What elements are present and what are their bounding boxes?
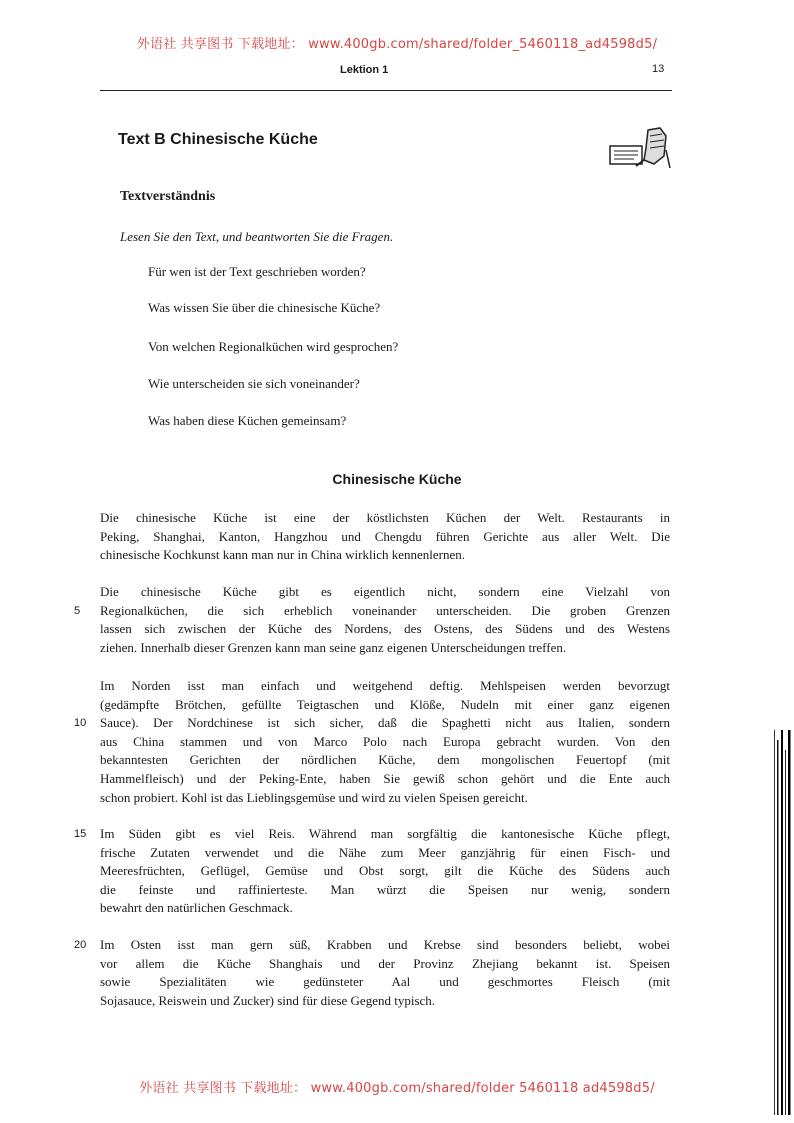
line-number: 10 (74, 717, 87, 730)
text-line (100, 992, 670, 1011)
line-number: 20 (74, 939, 87, 951)
text-line (100, 733, 670, 752)
paragraph (74, 677, 670, 807)
line-text: Im Süden gibt es viel Reis. Während man sorgfältig die kantonesische Küche pflegt, (100, 826, 670, 841)
text-line (74, 936, 670, 955)
line-text: bewahrt den natürlichen Geschmack. (100, 900, 293, 916)
header-rule (100, 90, 672, 91)
reading-title: Chinesische Küche (332, 471, 462, 487)
text-title: Text B Chinesische Küche (118, 131, 318, 148)
watermark-bottom: 外语社 共享图书 下载地址： www.400gb.com/shared/folder 5460118 ad4598d5/ (139, 1081, 655, 1096)
text-line (74, 825, 670, 844)
line-text: schon probiert. Kohl ist das Lieblingsgemüse und wird zu vielen Speisen gereicht. (100, 789, 528, 805)
paragraph (100, 509, 670, 565)
text-line (100, 844, 670, 863)
section-heading: Textverständnis (120, 189, 216, 204)
text-line (100, 677, 670, 696)
text-line (100, 696, 670, 715)
writing-hand-icon (604, 126, 674, 170)
line-text: Die chinesische Küche gibt es eigentlich nicht, sondern eine Vielzahl von (100, 584, 670, 599)
question: Von welchen Regionalküchen wird gesprochen? (148, 339, 399, 354)
running-head: Lektion 1 (340, 64, 389, 76)
line-text: Im Norden isst man einfach und weitgehend deftig. Mehlspeisen werden bevorzugt (100, 678, 670, 693)
text-line (100, 973, 670, 992)
line-text: ziehen. Innerhalb dieser Grenzen kann man seine ganz eigenen Unterscheidungen treffen. (100, 639, 567, 655)
text-line (100, 509, 670, 528)
text-line (100, 528, 670, 547)
paragraph (74, 583, 670, 657)
text-line (100, 862, 670, 881)
text-line (74, 602, 670, 621)
page-number: 13 (652, 63, 665, 75)
line-text: Regionalküchen, die sich erheblich voneinander unterscheiden. Die groben Grenzen (100, 602, 670, 618)
text-line (100, 770, 670, 789)
text-line (74, 714, 670, 733)
line-text: aus China stammen und von Marco Polo nach Europa gebracht wurden. Von den (100, 733, 670, 749)
question: Wie unterscheiden sie sich voneinander? (148, 376, 360, 391)
text-line (100, 881, 670, 900)
line-text: sowie Spezialitäten wie gedünsteter Aal und geschmortes Fleisch (mit (100, 974, 670, 990)
line-text: Peking, Shanghai, Kanton, Hangzhou und Chengdu führen Gerichte aus aller Welt. Die (100, 528, 670, 544)
line-text: chinesische Kochkunst kann man nur in China wirklich kennenlernen. (100, 547, 465, 563)
line-text: bekanntesten Gerichten der nördlichen Küche, dem mongolischen Feuertopf (mit (100, 752, 670, 768)
line-text: (gedämpfte Brötchen, gefüllte Teigtaschen und Klöße, Nudeln mit einer ganz eigenen (100, 696, 670, 712)
instruction: Lesen Sie den Text, und beantworten Sie die Fragen. (120, 229, 394, 244)
paragraph (74, 936, 670, 1010)
question: Was haben diese Küchen gemeinsam? (148, 413, 347, 428)
paragraph (74, 825, 670, 918)
question: Was wissen Sie über die chinesische Küche? (148, 300, 381, 315)
line-text: Meeresfrüchten, Geflügel, Gemüse und Obst sorgt, gilt die Küche des Südens auch (100, 863, 670, 879)
line-text: vor allem die Küche Shanghais und der Provinz Zhejiang bekannt ist. Speisen (100, 955, 670, 971)
line-text: Sauce). Der Nordchinese ist sich sicher, daß die Spaghetti nicht aus Italien, sondern (100, 715, 670, 731)
watermark-top: 外语社 共享图书 下载地址： www.400gb.com/shared/folder_5460118_ad4598d5/ (136, 37, 658, 52)
line-text: die feinste und raffinierteste. Man würzt die Speisen nur wenig, sondern (100, 881, 670, 897)
text-line (100, 639, 670, 658)
line-number: 5 (74, 604, 81, 617)
text-line (100, 620, 670, 639)
text-line (100, 583, 670, 602)
scan-edge-artifact (772, 730, 792, 1115)
line-text: Im Osten isst man gern süß, Krabben und Krebse sind besonders beliebt, wobei (100, 937, 670, 952)
question: Für wen ist der Text geschrieben worden? (148, 264, 366, 279)
text-line (100, 899, 670, 918)
line-text: Die chinesische Küche ist eine der köstlichsten Küchen der Welt. Restaurants in (100, 510, 670, 525)
text-line (100, 546, 670, 565)
line-text: lassen sich zwischen der Küche des Nordens, des Ostens, des Südens und des Westens (100, 621, 670, 637)
line-text: Hammelfleisch) und der Peking-Ente, haben Sie gewiß schon gehört und die Ente auch (100, 770, 670, 786)
text-line (100, 751, 670, 770)
text-line (100, 955, 670, 974)
text-line (100, 789, 670, 808)
line-text: Sojasauce, Reiswein und Zucker) sind für diese Gegend typisch. (100, 992, 436, 1008)
line-number: 15 (74, 828, 87, 840)
line-text: frische Zutaten verwendet und die Nähe zum Meer ganzjährig für einen Fisch- und (100, 844, 670, 860)
